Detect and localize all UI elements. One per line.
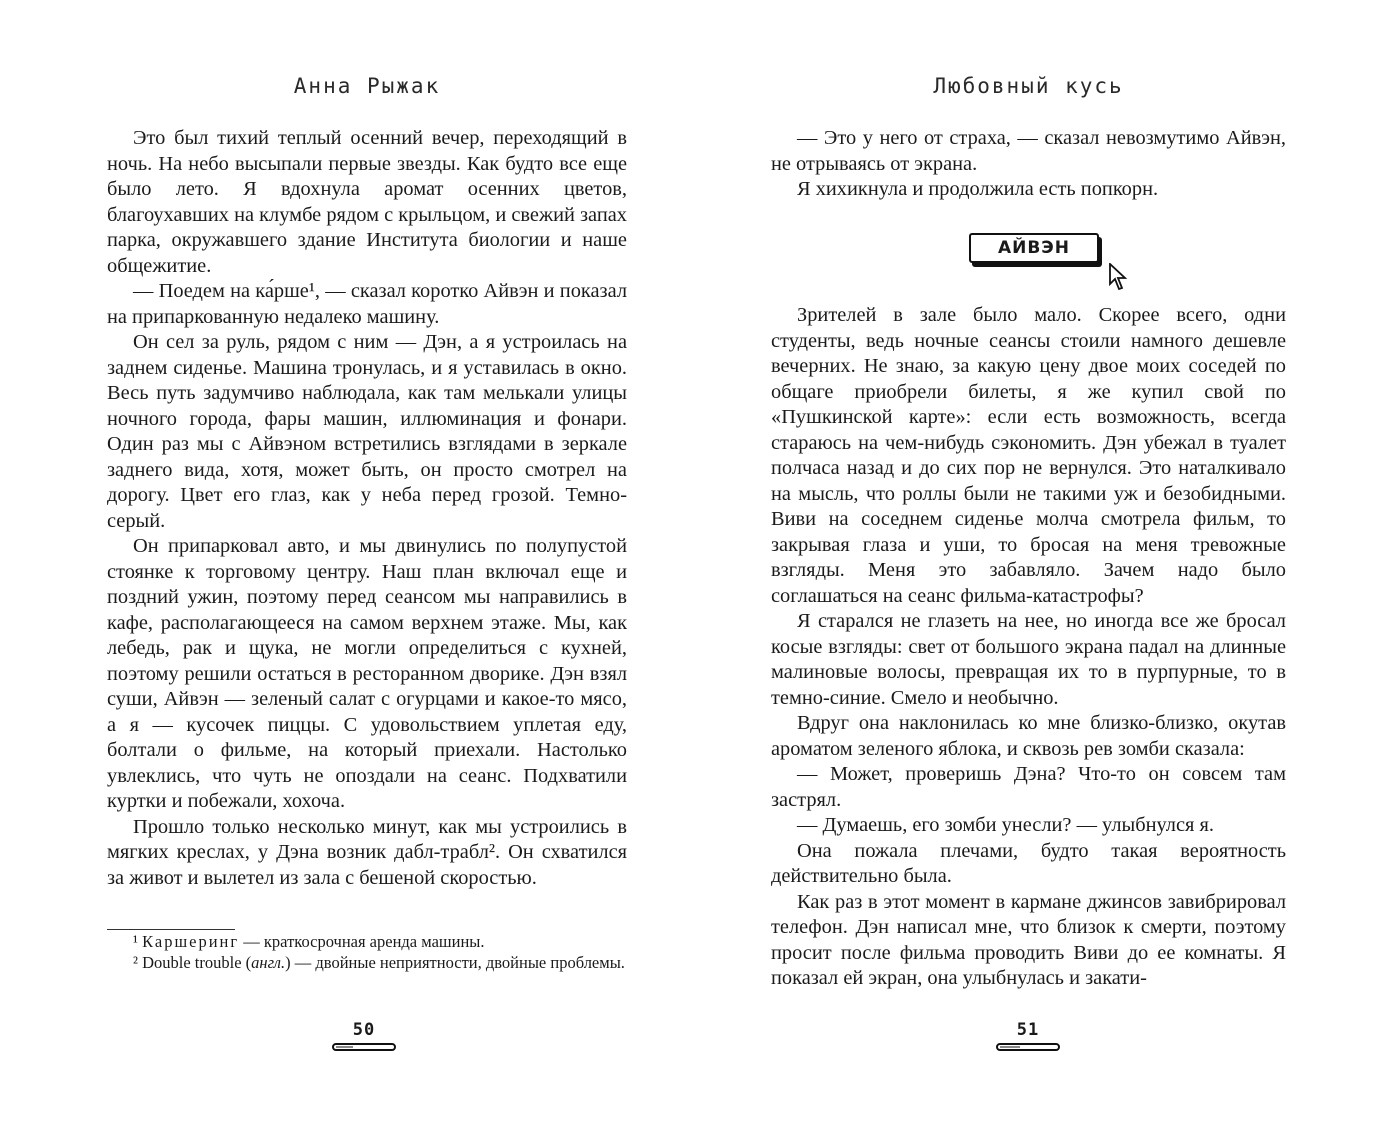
left-body-text bbox=[107, 126, 627, 891]
paragraph: Он припарковал авто, и мы двинулись по полупустой стоянке к торговому центру. Наш план включал еще и поздний ужин, поэтому перед сеансом мы направились в кафе, располагающееся на самом верхнем этаже. Мы, как лебедь, рак и щука, не могли определиться с кухней, поэтому решили остаться в ресторанном дворике. Дэн взял суши, Айвэн — зеленый салат с огурцами и какое-то мясо, а я — кусочек пиццы. С удовольствием уплетая еду, болтали о фильме, на который приехали. Настолько увлеклись, что чуть не опоздали на сеанс. Подхватили куртки и побежали, хохоча. bbox=[107, 535, 627, 812]
page-number: 51 bbox=[1016, 1020, 1040, 1040]
footnote-1: ¹ Каршеринг — краткосрочная аренда машины. bbox=[133, 932, 485, 951]
paragraph: Прошло только несколько минут, как мы устроились в мягких креслах, у Дэна возник дабл-трабл². Он схватился за живот и вылетел из зала с бешеной скоростью. bbox=[107, 815, 627, 889]
paragraph: Как раз в этот момент в кармане джинсов завибрировал телефон. Дэн написал мне, что близок к смерти, поэтому просит после фильма проводить Виви до ее комнаты. Я показал ей экран, она улыбнулась и закати- bbox=[771, 890, 1286, 989]
paragraph: Вдруг она наклонилась ко мне близко-близко, окутав ароматом зеленого яблока, и сквозь рев зомби сказала: bbox=[771, 712, 1286, 760]
page-number-left bbox=[329, 1020, 399, 1051]
progress-bar bbox=[996, 1043, 1060, 1051]
paragraph: — Это у него от страха, — сказал невозмутимо Айвэн, не отрываясь от экрана. bbox=[771, 127, 1286, 175]
paragraph: Я хихикнула и продолжила есть попкорн. bbox=[797, 178, 1159, 200]
mouse-cursor-icon bbox=[1109, 263, 1129, 291]
paragraph: — Поедем на ка́рше¹, — сказал коротко Айвэн и показал на припаркованную недалеко машину. bbox=[107, 280, 627, 328]
page-number: 50 bbox=[352, 1020, 376, 1040]
paragraph: Я старался не глазеть на нее, но иногда все же бросал косые взгляды: свет от большого экрана падал на длинные малиновые волосы, превращая их то в пурпурные, то в темно-синие. Смело и необычно. bbox=[771, 610, 1286, 709]
paragraph: Она пожала плечами, будто такая вероятность действительно была. bbox=[771, 839, 1286, 887]
narrator-label: АЙВЭН bbox=[969, 233, 1099, 263]
right-body-text bbox=[771, 303, 1286, 992]
progress-fill bbox=[1000, 1046, 1020, 1048]
paragraph: Он сел за руль, рядом с ним — Дэн, а я устроилась на заднем сиденье. Машина тронулась, и я уставилась в окно. Весь путь задумчиво наблюдала, как там мелькали улицы ночного города, фары машин, иллюминация и фонари. Один раз мы с Айвэном встретились взглядами в зеркале заднего вида, хотя, может быть, он просто смотрел на дорогу. Цвет его глаз, как у неба перед грозой. Темно-серый. bbox=[107, 331, 627, 532]
footnote-2: ² Double trouble (англ.) — двойные неприятности, двойные проблемы. bbox=[133, 953, 625, 972]
page-number-right bbox=[993, 1020, 1063, 1051]
paragraph: Зрителей в зале было мало. Скорее всего, одни студенты, ведь ночные сеансы стоили намного дешевле вечерних. Не знаю, за какую цену двое моих соседей по общаге приобрели билеты, я же купил свой по «Пушкинской карте»: если есть возможность, всегда стараюсь на чем-нибудь сэкономить. Дэн убежал в туалет полчаса назад и до сих пор не вернулся. Это наталкивало на мысль, что роллы были не такими уж и безобидными. Виви на соседнем сиденье молча смотрела фильм, то закрывая глаза и уши, то бросая на меня тревожные взгляды. Меня это забавляло. Зачем надо было соглашаться на сеанс фильма-катастрофы? bbox=[771, 304, 1286, 607]
paragraph: — Думаешь, его зомби унесли? — улыбнулся я. bbox=[797, 814, 1214, 836]
progress-fill bbox=[336, 1046, 353, 1048]
running-head-author: Анна Рыжак bbox=[293, 74, 441, 98]
paragraph: — Может, проверишь Дэна? Что-то он совсем там застрял. bbox=[771, 763, 1286, 811]
progress-bar bbox=[332, 1043, 396, 1051]
chapter-narrator-badge bbox=[969, 233, 1103, 267]
right-body-text-top bbox=[771, 126, 1286, 203]
running-head-title: Любовный кусь bbox=[933, 74, 1124, 98]
paragraph: Это был тихий теплый осенний вечер, переходящий в ночь. На небо высыпали первые звезды. Как будто все еще было лето. Я вдохнула аромат осенних цветов, благоухавших на клумбе рядом с крыльцом, и свежий запах парка, окружавшего здание Института биологии и наше общежитие. bbox=[107, 127, 627, 277]
footnotes bbox=[107, 931, 627, 973]
footnote-divider bbox=[107, 929, 235, 930]
